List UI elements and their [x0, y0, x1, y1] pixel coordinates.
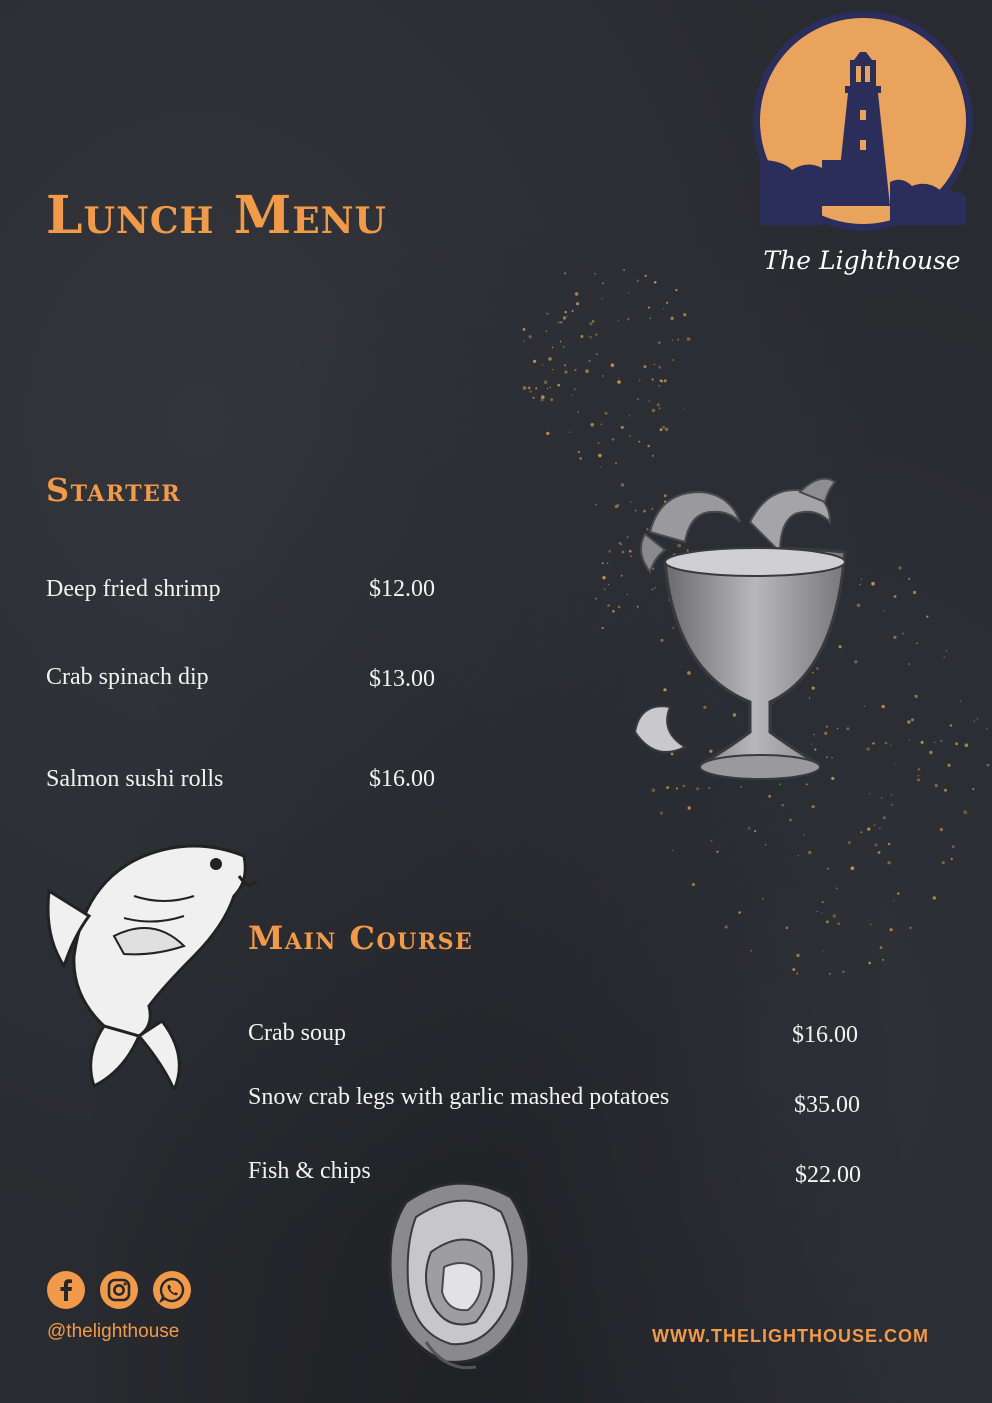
menu-title: Lunch Menu — [46, 185, 387, 246]
main-item-price: $22.00 — [795, 1162, 861, 1188]
main-course-heading: Main Course — [248, 919, 474, 957]
main-item-price: $16.00 — [792, 1022, 858, 1048]
starter-item-name: Salmon sushi rolls — [46, 766, 224, 792]
shrimp-cocktail-illustration — [630, 462, 850, 792]
starter-item-price: $16.00 — [369, 766, 435, 792]
main-item-name: Crab soup — [248, 1020, 346, 1046]
starter-item-name: Crab spinach dip — [46, 664, 209, 690]
fish-illustration — [44, 836, 264, 1090]
facebook-icon[interactable] — [47, 1271, 85, 1309]
main-item-name: Fish & chips — [248, 1158, 371, 1184]
starter-item-price: $12.00 — [369, 576, 435, 602]
instagram-icon[interactable] — [100, 1271, 138, 1309]
oyster-illustration — [386, 1172, 536, 1372]
starter-item-name: Deep fried shrimp — [46, 576, 221, 602]
starter-item-price: $13.00 — [369, 666, 435, 692]
starter-heading: Starter — [46, 471, 182, 509]
brand-name: The Lighthouse — [763, 246, 961, 275]
main-item-price: $35.00 — [794, 1092, 860, 1118]
whatsapp-icon[interactable] — [153, 1271, 191, 1309]
social-handle[interactable]: @thelighthouse — [47, 1321, 180, 1342]
main-item-name: Snow crab legs with garlic mashed potatoes — [248, 1084, 670, 1110]
website-link[interactable]: WWW.THELIGHTHOUSE.COM — [652, 1326, 929, 1346]
lighthouse-logo — [752, 10, 974, 232]
